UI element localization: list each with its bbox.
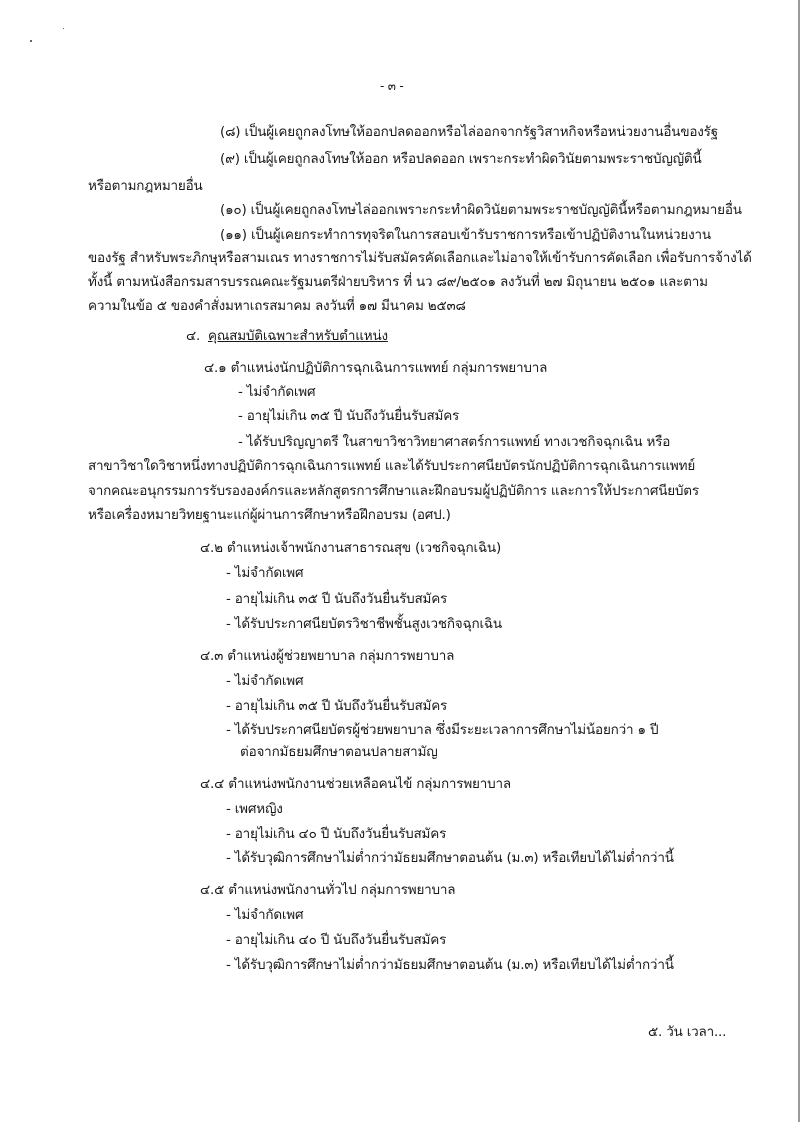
position-heading: ๔.๓ ตำแหน่งผู้ช่วยพยาบาล กลุ่มการพยาบาล	[200, 648, 455, 664]
position-item: - ได้รับวุฒิการศึกษาไม่ต่ำกว่ามัธยมศึกษาตอนต้น (ม.๓) หรือเทียบได้ไม่ต่ำกว่านี้	[226, 850, 674, 866]
position-item-cont: หรือเครื่องหมายวิทยฐานะแก่ผู้ผ่านการศึกษาหรือฝึกอบรม (อศป.)	[88, 507, 451, 523]
position-item: - ได้รับประกาศนียบัตรวิชาชีพชั้นสูงเวชกิจฉุกเฉิน	[226, 616, 502, 632]
clause-10: (๑๐) เป็นผู้เคยถูกลงโทษไล่ออกเพราะกระทำผิดวินัยตามพระราชบัญญัตินี้หรือตามกฎหมายอื่น	[220, 202, 742, 218]
position-item: - อายุไม่เกิน ๔๐ ปี นับถึงวันยื่นรับสมัคร	[226, 826, 447, 842]
monk-note-line: ทั้งนี้ ตามหนังสือกรมสารบรรณคณะรัฐมนตรีฝ่ายบริหาร ที่ นว ๘๙/๒๕๐๑ ลงวันที่ ๒๗ มิถุนายน ๒๕๐๑ และตาม	[88, 274, 708, 290]
position-heading: ๔.๒ ตำแหน่งเจ้าพนักงานสาธารณสุข (เวชกิจฉุกเฉิน)	[200, 540, 502, 556]
position-item: - ไม่จำกัดเพศ	[226, 907, 304, 923]
scan-speck	[63, 28, 64, 29]
clause-11: (๑๑) เป็นผู้เคยกระทำการทุจริตในการสอบเข้ารับราชการหรือเข้าปฏิบัติงานในหน่วยงาน	[220, 227, 711, 243]
position-item: - อายุไม่เกิน ๔๐ ปี นับถึงวันยื่นรับสมัคร	[226, 932, 447, 948]
position-item: - อายุไม่เกิน ๓๕ ปี นับถึงวันยื่นรับสมัคร	[238, 408, 460, 424]
clause-8: (๘) เป็นผู้เคยถูกลงโทษให้ออกปลดออกหรือไล่ออกจากรัฐวิสาหกิจหรือหน่วยงานอื่นของรัฐ	[220, 124, 718, 140]
scan-speck	[30, 40, 32, 42]
section-4-title: คุณสมบัติเฉพาะสำหรับตำแหน่ง	[208, 328, 388, 344]
position-item: - ได้รับปริญญาตรี ในสาขาวิชาวิทยาศาสตร์การแพทย์ ทางเวชกิจฉุกเฉิน หรือ	[238, 434, 671, 450]
section-4-number: ๔.	[186, 328, 201, 344]
position-heading: ๔.๔ ตำแหน่งพนักงานช่วยเหลือคนไข้ กลุ่มการพยาบาล	[200, 776, 511, 792]
position-item: - ได้รับประกาศนียบัตรผู้ช่วยพยาบาล ซึ่งมีระยะเวลาการศึกษาไม่น้อยกว่า ๑ ปี	[226, 722, 659, 738]
clause-9-cont: หรือตามกฎหมายอื่น	[88, 178, 203, 194]
position-item-cont: จากคณะอนุกรรมการรับรององค์กรและหลักสูตรการศึกษาและฝึกอบรมผู้ปฏิบัติการ และการให้ประกาศนียบัตร	[88, 483, 699, 499]
clause-9: (๙) เป็นผู้เคยถูกลงโทษให้ออก หรือปลดออก เพราะกระทำผิดวินัยตามพระราชบัญญัตินี้	[220, 151, 702, 167]
position-item: - อายุไม่เกิน ๓๕ ปี นับถึงวันยื่นรับสมัคร	[226, 698, 448, 714]
monk-note-line: ของรัฐ สำหรับพระภิกษุหรือสามเณร ทางราชการไม่รับสมัครคัดเลือกและไม่อาจให้เข้ารับการคัดเลือก เพื่อรับการจ้างได้	[88, 250, 752, 266]
position-item-cont: สาขาวิชาใดวิชาหนึ่งทางปฏิบัติการฉุกเฉินการแพทย์ และได้รับประกาศนียบัตรนักปฏิบัติการฉุกเฉินการแพทย์	[88, 458, 696, 474]
position-item: - เพศหญิง	[226, 801, 283, 817]
position-heading: ๔.๕ ตำแหน่งพนักงานทั่วไป กลุ่มการพยาบาล	[200, 882, 456, 898]
position-item: - ได้รับวุฒิการศึกษาไม่ต่ำกว่ามัธยมศึกษาตอนต้น (ม.๓) หรือเทียบได้ไม่ต่ำกว่านี้	[226, 957, 674, 973]
next-page-catchword: ๕. วัน เวลา...	[648, 1024, 727, 1040]
position-item: - ไม่จำกัดเพศ	[238, 384, 316, 400]
position-heading: ๔.๑ ตำแหน่งนักปฏิบัติการฉุกเฉินการแพทย์ กลุ่มการพยาบาล	[204, 360, 548, 376]
position-item: - ไม่จำกัดเพศ	[226, 673, 304, 689]
position-item: - อายุไม่เกิน ๓๕ ปี นับถึงวันยื่นรับสมัคร	[226, 591, 448, 607]
position-item: - ไม่จำกัดเพศ	[226, 565, 304, 581]
monk-note-line: ความในข้อ ๕ ของคำสั่งมหาเถรสมาคม ลงวันที่ ๑๗ มีนาคม ๒๕๓๘	[88, 298, 466, 314]
page-number: - ๓ -	[380, 79, 404, 93]
position-item-cont: ต่อจากมัธยมศึกษาตอนปลายสามัญ	[240, 744, 438, 760]
